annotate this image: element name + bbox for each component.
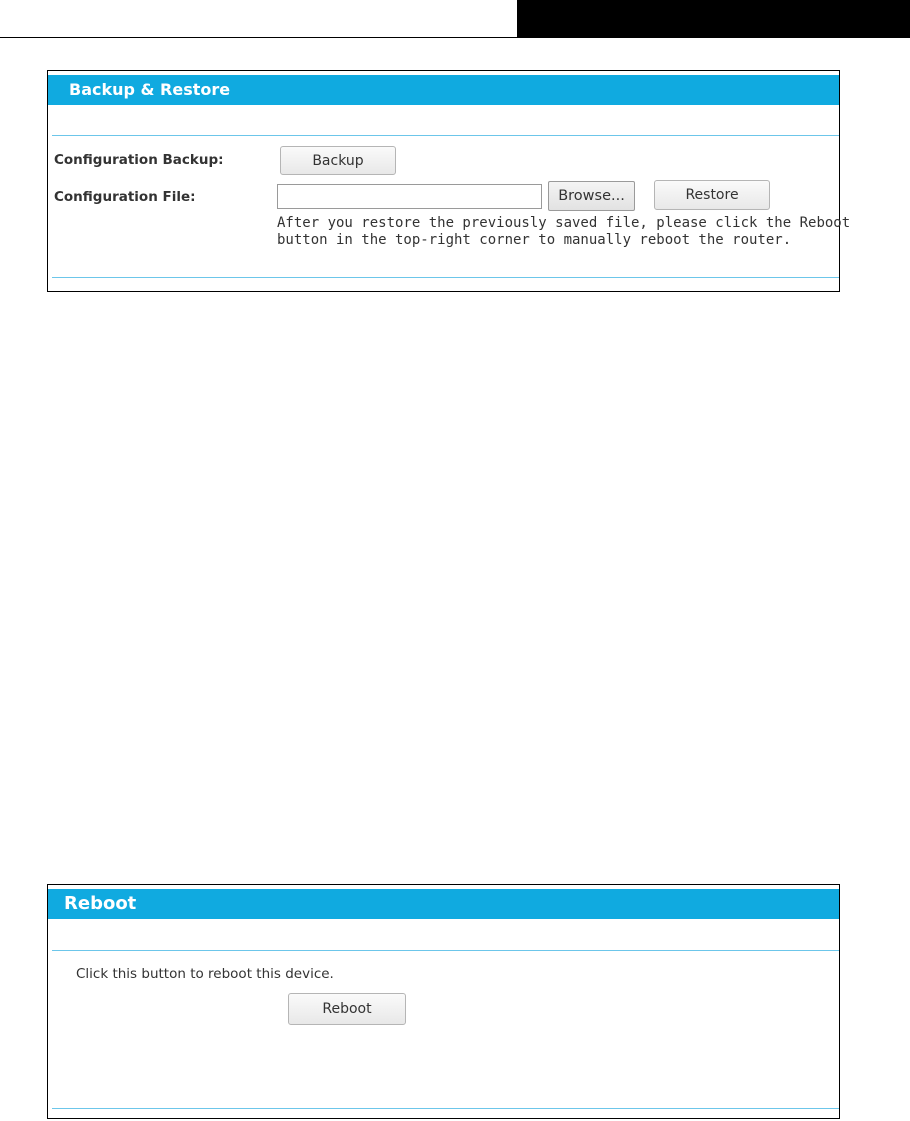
- header-divider: [52, 135, 839, 136]
- restore-button[interactable]: Restore: [654, 180, 770, 210]
- restore-note-line-1: After you restore the previously saved file, please click the Reboot: [277, 215, 851, 231]
- config-file-input[interactable]: [277, 184, 542, 209]
- top-banner-black: [517, 0, 910, 38]
- footer-divider: [52, 277, 839, 278]
- browse-button[interactable]: Browse...: [548, 181, 635, 211]
- top-rule: [0, 37, 910, 38]
- header-divider: [52, 950, 839, 951]
- config-file-label: Configuration File:: [54, 189, 196, 205]
- config-backup-label: Configuration Backup:: [54, 152, 224, 168]
- backup-restore-panel: [47, 70, 851, 292]
- reboot-panel: [47, 884, 840, 1119]
- reboot-title: Reboot: [48, 889, 839, 919]
- reboot-button[interactable]: Reboot: [288, 993, 406, 1025]
- reboot-instruction: Click this button to reboot this device.: [76, 966, 334, 982]
- restore-note-line-2: button in the top-right corner to manually reboot the router.: [277, 232, 792, 248]
- footer-divider: [52, 1108, 839, 1109]
- backup-button[interactable]: Backup: [280, 146, 396, 175]
- backup-restore-title: Backup & Restore: [48, 75, 839, 105]
